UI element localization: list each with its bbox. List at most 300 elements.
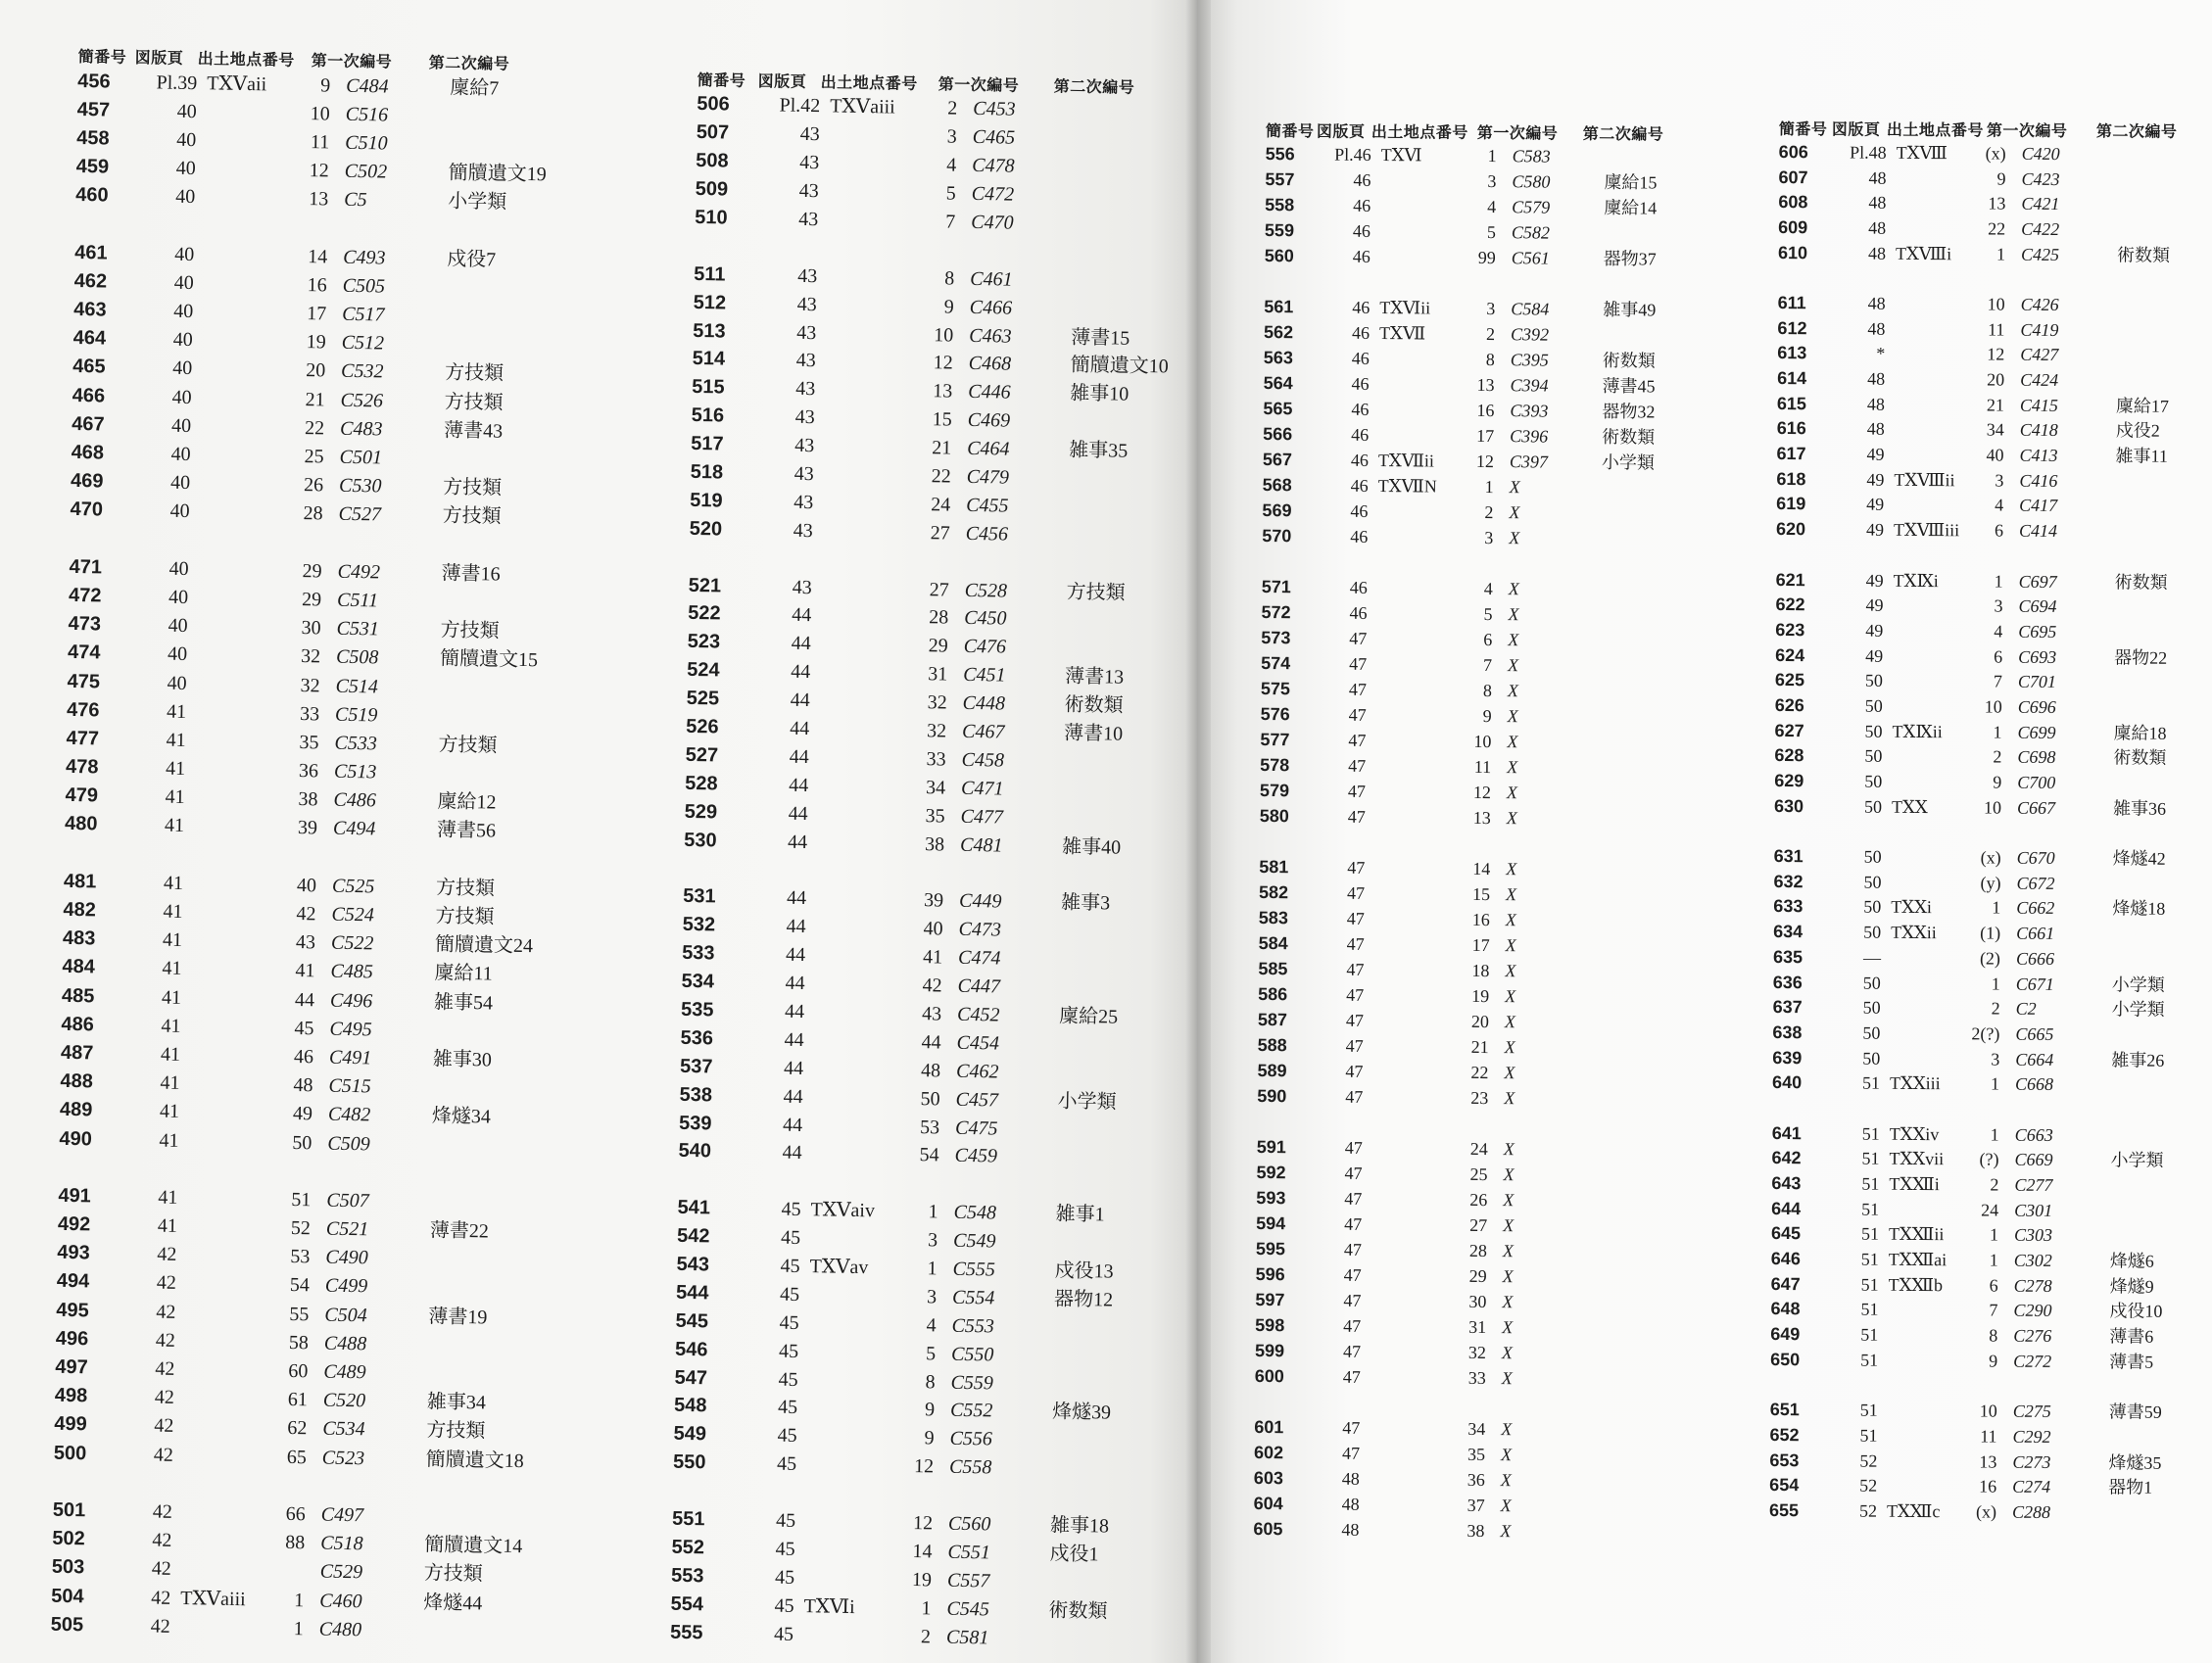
cell-num: 566 — [1263, 423, 1293, 445]
cell-sn: 4 — [1483, 578, 1493, 599]
cell-sn: 1 — [1989, 1250, 1998, 1270]
cell-sn: 16 — [1471, 909, 1490, 930]
cell-num: 643 — [1771, 1173, 1802, 1194]
cell-site: TⅩⅧiii — [1893, 519, 1960, 541]
cell-site — [1887, 177, 1973, 178]
cell-num: 478 — [65, 755, 99, 779]
table-row — [1769, 1422, 2212, 1450]
cell-first: X — [1507, 757, 1518, 778]
table-row — [1263, 396, 1719, 425]
cell-sn: 10 — [1984, 696, 2002, 717]
cell-site — [798, 1352, 906, 1354]
cell-site — [799, 1323, 907, 1325]
table-row — [1264, 345, 1720, 374]
cell-first: C395 — [1510, 350, 1549, 370]
cell-site — [1882, 756, 1968, 757]
cell-site — [1370, 358, 1466, 359]
cell-pl: 47 — [1347, 857, 1366, 878]
cell-first: C396 — [1510, 426, 1549, 447]
cell-sn: 52 — [290, 1217, 312, 1240]
cell-first: C470 — [971, 211, 1014, 234]
cell-first: C669 — [2014, 1150, 2053, 1170]
cell-num: 600 — [1254, 1365, 1284, 1387]
cell-sn: 8 — [1482, 680, 1492, 701]
cell-first: C459 — [954, 1145, 998, 1167]
cell-second: 烽燧6 — [2109, 1251, 2154, 1271]
cell-num: 491 — [58, 1184, 91, 1208]
cell-pl: 42 — [157, 1243, 177, 1266]
cell-sn: 3 — [1995, 470, 2004, 491]
cell-first: C464 — [967, 437, 1010, 460]
table-row — [1773, 944, 2212, 973]
cell-first: C397 — [1509, 451, 1549, 472]
cell-second: 器物32 — [1602, 402, 1656, 422]
cell-num: 562 — [1263, 321, 1294, 343]
table-row — [1265, 166, 1721, 196]
table-row — [1777, 391, 2212, 419]
cell-pl: 46 — [1353, 195, 1371, 215]
cell-num: 614 — [1777, 368, 1807, 389]
cell-second — [1067, 252, 1210, 255]
cell-sn: 25 — [1469, 1164, 1488, 1185]
cell-sn: 5 — [925, 1342, 937, 1365]
table-row — [1261, 650, 1717, 680]
cell-second — [1587, 1430, 1710, 1431]
cell-num: 522 — [688, 602, 721, 625]
cell-first: C278 — [2013, 1275, 2052, 1296]
cell-num — [65, 853, 121, 854]
cell-site — [1882, 882, 1968, 883]
cell-first: X — [1509, 502, 1520, 523]
cell-num: 617 — [1776, 444, 1806, 464]
cell-site — [1885, 429, 1971, 430]
cell-first: X — [1507, 681, 1518, 701]
cell-site — [191, 454, 289, 456]
cell-first: C414 — [2018, 520, 2058, 542]
cell-num: 492 — [57, 1212, 91, 1236]
cell-sn: 32 — [300, 674, 320, 696]
cell-num: 457 — [76, 98, 111, 121]
cell-first: C534 — [322, 1417, 365, 1441]
cell-num: 589 — [1257, 1060, 1287, 1081]
table-row — [1775, 642, 2212, 671]
cell-sn: 9 — [1482, 705, 1492, 727]
cell-pl: 43 — [797, 264, 818, 287]
cell-site — [1878, 1335, 1964, 1336]
cell-second: 方技類 — [440, 619, 500, 642]
cell-second: 小学類 — [1057, 1090, 1117, 1114]
cell-num: 596 — [1255, 1263, 1285, 1285]
cell-num: 465 — [72, 356, 106, 378]
cell-site — [183, 883, 281, 885]
cell-site — [804, 1040, 912, 1042]
cell-first: X — [1509, 528, 1520, 548]
cell-second — [1588, 1379, 1711, 1380]
cell-site — [1366, 842, 1462, 843]
cell-num: 581 — [1259, 856, 1289, 878]
cell-first: X — [1508, 630, 1519, 650]
cell-first: C447 — [957, 974, 1001, 998]
cell-num: 632 — [1773, 871, 1803, 891]
cell-first — [1999, 1110, 2105, 1111]
cell-second — [1051, 1158, 1194, 1161]
cell-num: 509 — [695, 178, 729, 201]
cell-num — [75, 224, 132, 225]
cell-first: C475 — [954, 1117, 998, 1140]
cell-site — [1360, 1479, 1456, 1480]
cell-site — [1880, 1033, 1966, 1034]
cell-pl: 40 — [175, 186, 196, 209]
cell-num: 598 — [1255, 1314, 1285, 1336]
cell-pl: 44 — [782, 1114, 803, 1136]
cell-sn: 2 — [1993, 746, 2002, 767]
cell-pl: 44 — [787, 831, 808, 853]
cell-sn: 48 — [293, 1074, 313, 1097]
cell-pl: 42 — [151, 1587, 171, 1609]
cell-pl: 44 — [792, 604, 812, 627]
table-row — [1254, 1465, 1710, 1495]
cell-num: 510 — [695, 206, 728, 229]
cell-sn: 44 — [921, 1030, 941, 1054]
cell-pl: 46 — [1353, 169, 1371, 190]
cell-first — [1493, 563, 1595, 564]
header-second: 第二次編号 — [1053, 76, 1135, 97]
cell-first: C424 — [2020, 369, 2059, 391]
cell-first: C700 — [2017, 772, 2056, 793]
table-row — [1265, 243, 1721, 272]
cell-first: C418 — [2019, 420, 2058, 441]
cell-pl: 41 — [165, 757, 186, 781]
cell-pl: 44 — [784, 1028, 804, 1051]
cell-site — [807, 871, 915, 873]
cell-site — [1884, 555, 1970, 556]
cell-first: C493 — [343, 246, 386, 269]
cell-pl: 46 — [1351, 322, 1370, 343]
table-row — [1771, 1196, 2212, 1224]
cell-site — [1878, 1436, 1964, 1437]
cell-pl: 41 — [164, 815, 185, 837]
cell-pl: 46 — [1349, 602, 1368, 623]
cell-num: 578 — [1260, 754, 1290, 776]
cell-sn: 6 — [1994, 646, 2003, 667]
cell-first: C521 — [325, 1217, 369, 1241]
cell-second: 術数類 — [2114, 571, 2168, 593]
cell-second — [1595, 590, 1718, 591]
cell-second — [1058, 761, 1201, 764]
cell-num: 630 — [1773, 795, 1804, 816]
cell-second — [2104, 1236, 2212, 1237]
cell-pl: 44 — [788, 802, 808, 825]
cell-second — [1590, 1150, 1713, 1151]
cell-site — [802, 1125, 910, 1127]
cell-site — [177, 1198, 275, 1200]
cell-pl: 44 — [789, 745, 809, 769]
cell-second — [2105, 1034, 2212, 1035]
cell-first: C393 — [1510, 401, 1549, 421]
cell-pl: 42 — [152, 1500, 172, 1523]
cell-site — [1878, 1309, 1964, 1310]
table-row — [1769, 1448, 2212, 1476]
cell-pl: 40 — [168, 614, 188, 638]
cell-site — [191, 426, 289, 428]
cell-site — [179, 1083, 277, 1085]
cell-first: C694 — [2018, 595, 2057, 617]
cell-site — [1885, 354, 1971, 355]
cell-sn: 58 — [288, 1331, 310, 1354]
cell-sn: 5 — [1483, 603, 1493, 625]
table-row — [1771, 1246, 2212, 1274]
cell-pl: 47 — [1345, 1086, 1364, 1107]
cell-second — [2103, 1387, 2212, 1388]
cell-sn: 1 — [928, 1201, 938, 1223]
cell-site — [185, 769, 283, 771]
header-second: 第二次編号 — [428, 53, 510, 73]
cell-sn: 8 — [925, 1370, 936, 1393]
cell-second — [423, 1259, 556, 1261]
cell-site — [185, 797, 283, 799]
cell-first: C413 — [2019, 445, 2058, 466]
table-row — [1260, 752, 1716, 782]
cell-pl: 47 — [1341, 1443, 1361, 1463]
cell-num: 479 — [65, 784, 99, 807]
cell-site — [1885, 328, 1971, 329]
cell-sn: 32 — [300, 645, 321, 668]
cell-sn: 21 — [1986, 395, 2004, 415]
cell-site — [182, 940, 280, 942]
cell-pl — [110, 1483, 172, 1484]
table-row — [1265, 192, 1721, 221]
cell-sn: 10 — [310, 102, 330, 125]
cell-first — [1491, 843, 1593, 844]
cell-site — [1883, 706, 1969, 707]
cell-first: C454 — [956, 1031, 1000, 1055]
table-body — [1253, 141, 1721, 1545]
cell-site — [1883, 681, 1969, 682]
cell-second — [1592, 946, 1715, 947]
cell-num: 620 — [1775, 519, 1806, 540]
cell-num: 594 — [1256, 1212, 1286, 1234]
cell-sn: 33 — [299, 702, 320, 726]
cell-site — [1883, 631, 1969, 632]
cell-site: TⅩⅩi — [1891, 897, 1933, 918]
cell-first: C292 — [2012, 1426, 2051, 1447]
cell-site — [1362, 1275, 1458, 1276]
cell-second: 小学類 — [2111, 974, 2165, 995]
cell-site — [820, 135, 928, 137]
cell-num: 604 — [1253, 1493, 1283, 1514]
cell-num: 512 — [693, 291, 727, 314]
cell-pl: 45 — [774, 1594, 794, 1617]
table-row — [1255, 1338, 1711, 1367]
cell-num: 618 — [1776, 468, 1806, 489]
table-row — [1255, 1287, 1711, 1316]
cell-sn: 14 — [308, 245, 328, 268]
cell-first: C529 — [319, 1560, 363, 1584]
cell-pl: 44 — [786, 915, 806, 938]
cell-sn: 40 — [923, 918, 943, 940]
cell-pl: 45 — [775, 1538, 795, 1560]
cell-first: C552 — [949, 1400, 993, 1422]
cell-first: X — [1502, 1292, 1514, 1312]
cell-sn: 40 — [1986, 445, 2004, 465]
header-first: 第一次編号 — [1986, 120, 2068, 141]
cell-num: 622 — [1775, 594, 1805, 615]
table-row — [1260, 803, 1716, 832]
cell-pl: 44 — [784, 1000, 805, 1022]
cell-first: C507 — [326, 1189, 369, 1212]
cell-sn: 34 — [925, 776, 946, 799]
cell-pl: 51 — [1861, 1199, 1880, 1219]
cell-pl: 49 — [1866, 495, 1885, 515]
table-column-block-1 — [51, 41, 578, 1647]
cell-num: 590 — [1257, 1085, 1287, 1107]
cell-pl — [734, 1492, 796, 1493]
cell-pl: 47 — [1347, 806, 1366, 827]
cell-site — [793, 1634, 901, 1636]
cell-second — [434, 688, 567, 689]
cell-site — [795, 1549, 903, 1551]
cell-second — [2105, 1085, 2212, 1086]
cell-sn: (y) — [1980, 873, 2001, 893]
cell-num: 507 — [696, 121, 730, 144]
cell-pl: 45 — [773, 1623, 794, 1645]
cell-num: 569 — [1262, 499, 1292, 521]
cell-num: 556 — [1265, 143, 1295, 165]
cell-first — [934, 1495, 1045, 1497]
cell-site — [1366, 817, 1462, 818]
cell-num: 525 — [686, 688, 720, 710]
cell-site — [807, 842, 915, 844]
cell-pl: — — [1862, 947, 1882, 968]
cell-first: C519 — [334, 703, 378, 727]
cell-pl: 50 — [1863, 922, 1882, 942]
cell-num: 547 — [674, 1366, 708, 1389]
cell-second — [441, 287, 574, 289]
cell-num: 565 — [1263, 398, 1293, 419]
table-row — [1264, 370, 1720, 400]
cell-first — [316, 857, 430, 859]
cell-sn: 66 — [285, 1502, 306, 1526]
cell-sn: 51 — [291, 1188, 312, 1212]
cell-sn: 60 — [288, 1359, 309, 1383]
cell-pl: 43 — [798, 208, 819, 231]
cell-site — [1362, 1250, 1458, 1251]
cell-num: 473 — [68, 613, 102, 636]
cell-second: 戍役2 — [2115, 420, 2160, 442]
cell-first: C699 — [2017, 722, 2056, 742]
cell-first: C277 — [2014, 1174, 2053, 1196]
cell-second: 薄書6 — [2109, 1326, 2154, 1347]
cell-num: 654 — [1769, 1475, 1800, 1496]
group-spacer — [1262, 548, 1718, 578]
cell-num: 591 — [1256, 1136, 1286, 1158]
cell-site — [1361, 1352, 1457, 1353]
cell-sn: 20 — [305, 359, 326, 382]
cell-site — [1882, 857, 1968, 858]
cell-first: C274 — [2012, 1476, 2051, 1497]
cell-sn: 16 — [1979, 1476, 1997, 1497]
cell-num: 592 — [1256, 1162, 1286, 1183]
cell-second — [2108, 632, 2212, 633]
cell-site — [1361, 1377, 1457, 1378]
cell-site — [819, 191, 927, 193]
cell-second — [2112, 154, 2212, 155]
table-row — [1772, 1069, 2212, 1098]
cell-num: 468 — [71, 441, 105, 464]
cell-sn: 22 — [1988, 218, 2006, 239]
cell-second: 雑事54 — [433, 991, 494, 1015]
cell-pl: 50 — [1864, 695, 1883, 716]
cell-site — [176, 1283, 274, 1285]
table-row — [1769, 1497, 2212, 1526]
cell-pl: 41 — [165, 785, 185, 809]
cell-num: 651 — [1769, 1400, 1800, 1420]
cell-num: 629 — [1774, 771, 1804, 791]
cell-first: C449 — [958, 890, 1002, 913]
cell-num: 636 — [1772, 972, 1803, 992]
cell-first: C451 — [962, 664, 1006, 687]
cell-site — [1886, 278, 1972, 279]
cell-sn: 10 — [934, 323, 954, 347]
cell-site — [187, 654, 285, 656]
header-num: 簡番号 — [77, 46, 127, 67]
cell-second — [2104, 1211, 2212, 1212]
cell-num: 642 — [1771, 1148, 1802, 1168]
cell-second — [442, 230, 575, 232]
cell-second — [1594, 666, 1717, 667]
cell-pl: 47 — [1342, 1341, 1362, 1361]
cell-sn: 32 — [1467, 1342, 1487, 1363]
cell-site — [1886, 304, 1972, 305]
cell-num: 503 — [51, 1556, 85, 1579]
cell-pl: 47 — [1348, 679, 1367, 699]
cell-first: X — [1504, 1088, 1515, 1109]
cell-first: C494 — [332, 818, 376, 840]
cell-sn: 1 — [1992, 898, 2001, 919]
cell-num: 577 — [1260, 729, 1290, 750]
cell-sn: 1 — [1991, 1073, 2000, 1094]
table-row — [1254, 1491, 1710, 1520]
cell-num: 530 — [683, 829, 717, 852]
table-row — [1773, 894, 2212, 923]
cell-first: X — [1504, 1037, 1515, 1058]
cell-pl: 44 — [789, 717, 810, 740]
cell-second — [2108, 683, 2212, 684]
table-row — [1776, 516, 2212, 545]
cell-second — [2102, 1512, 2212, 1513]
cell-num: 633 — [1773, 896, 1803, 917]
cell-first: C697 — [2018, 571, 2057, 592]
cell-pl: 46 — [1352, 246, 1370, 266]
cell-site — [1883, 655, 1969, 656]
cell-num: 528 — [685, 772, 718, 795]
cell-second: 戍役7 — [446, 248, 497, 271]
cell-second — [1593, 819, 1716, 820]
cell-first: C288 — [2011, 1501, 2051, 1522]
cell-second: 器物37 — [1603, 249, 1657, 269]
cell-pl: 51 — [1861, 1123, 1880, 1144]
cell-pl: 41 — [166, 729, 186, 751]
cell-num: 501 — [52, 1498, 86, 1522]
table-row — [1774, 793, 2212, 822]
cell-site — [810, 672, 918, 674]
cell-sn: 10 — [1983, 797, 2002, 818]
cell-num: 546 — [674, 1338, 708, 1361]
cell-pl: 41 — [160, 1043, 181, 1066]
cell-second — [2109, 532, 2212, 533]
table-row — [1778, 189, 2212, 217]
cell-num: 475 — [67, 670, 101, 693]
